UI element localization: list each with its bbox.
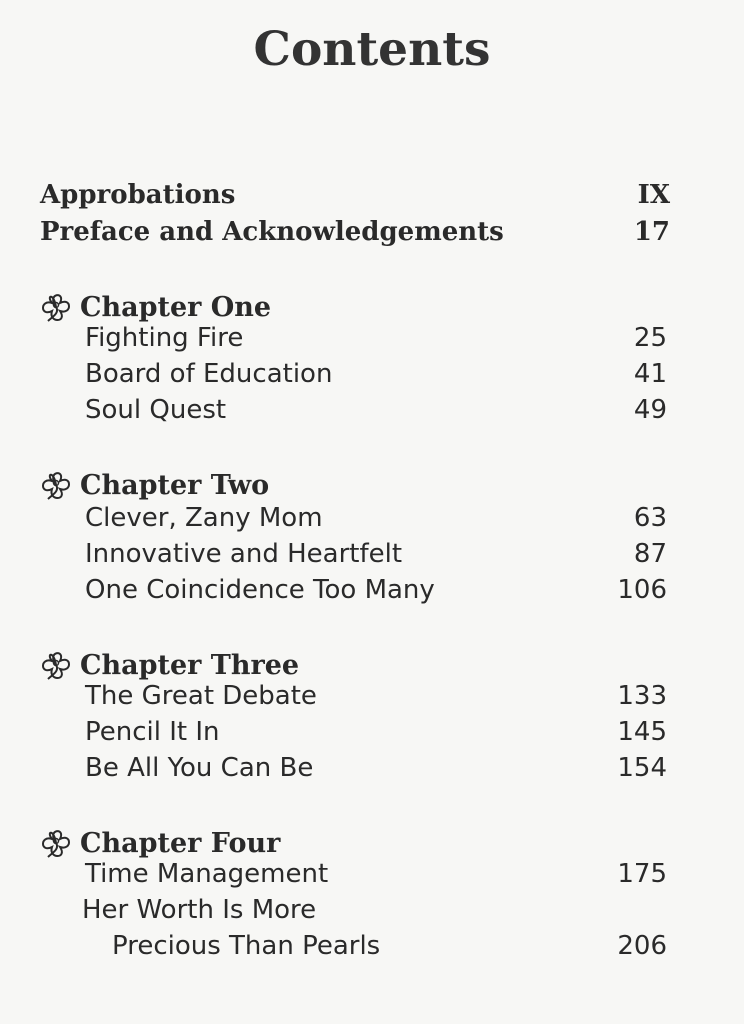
toc-entry-label: Clever, Zany Mom <box>85 503 323 533</box>
toc-entry-label: Innovative and Heartfelt <box>85 539 403 569</box>
chapter-heading-one[interactable] <box>38 287 271 327</box>
toc-entry[interactable] <box>85 539 667 575</box>
toc-entry-page: 41 <box>633 359 667 389</box>
toc-entry-page: 175 <box>617 859 667 889</box>
toc-entry-page: 154 <box>617 753 667 783</box>
toc-entry-label: Approbations <box>40 180 236 210</box>
flower-ornament-icon <box>38 289 74 325</box>
toc-entry-page: 145 <box>617 717 667 747</box>
toc-entry-label: Precious Than Pearls <box>112 931 381 961</box>
toc-entry-label: Pencil It In <box>85 717 220 747</box>
toc-entry-label: Fighting Fire <box>85 323 244 353</box>
flower-ornament-icon <box>38 647 74 683</box>
toc-entry-label: Soul Quest <box>85 395 227 425</box>
toc-entry-page: 63 <box>633 503 667 533</box>
toc-entry-label: Preface and Acknowledgements <box>40 217 504 247</box>
toc-entry-page: 206 <box>617 931 667 961</box>
chapter-heading-three[interactable] <box>38 645 299 685</box>
toc-entry[interactable] <box>85 359 667 395</box>
toc-entry-label: Board of Education <box>85 359 333 389</box>
chapter-title: Chapter Three <box>80 649 300 681</box>
toc-entry-page: 25 <box>633 323 667 353</box>
toc-entry-page: 106 <box>617 575 667 605</box>
chapter-title: Chapter Four <box>80 827 281 859</box>
toc-entry-page: IX <box>637 180 670 210</box>
toc-entry[interactable] <box>85 753 667 789</box>
toc-entry[interactable] <box>85 575 667 611</box>
toc-entry-approbations[interactable] <box>40 180 670 216</box>
toc-entry[interactable] <box>85 717 667 753</box>
page-title: Contents <box>253 22 491 77</box>
chapter-title: Chapter Two <box>80 469 270 501</box>
toc-entry-page: 133 <box>617 681 667 711</box>
toc-entry[interactable] <box>85 681 667 717</box>
toc-entry-preface[interactable] <box>40 217 670 253</box>
toc-entry[interactable] <box>85 323 667 359</box>
toc-entry-label: Be All You Can Be <box>85 753 314 783</box>
toc-entry[interactable] <box>85 395 667 431</box>
flower-ornament-icon <box>38 467 74 503</box>
toc-entry[interactable] <box>85 859 667 895</box>
toc-entry[interactable] <box>82 895 667 931</box>
toc-entry-label: Time Management <box>85 859 329 889</box>
toc-entry-page: 87 <box>633 539 667 569</box>
toc-entry-label: One Coincidence Too Many <box>85 575 435 605</box>
toc-entry-page: 49 <box>633 395 667 425</box>
toc-entry-page: 17 <box>633 217 670 247</box>
chapter-title: Chapter One <box>80 291 272 323</box>
flower-ornament-icon <box>38 825 74 861</box>
chapter-heading-four[interactable] <box>38 823 280 863</box>
chapter-heading-two[interactable] <box>38 465 269 505</box>
toc-entry[interactable] <box>85 503 667 539</box>
toc-entry-label: Her Worth Is More <box>82 895 317 925</box>
toc-entry[interactable] <box>112 931 667 967</box>
toc-entry-label: The Great Debate <box>85 681 317 711</box>
